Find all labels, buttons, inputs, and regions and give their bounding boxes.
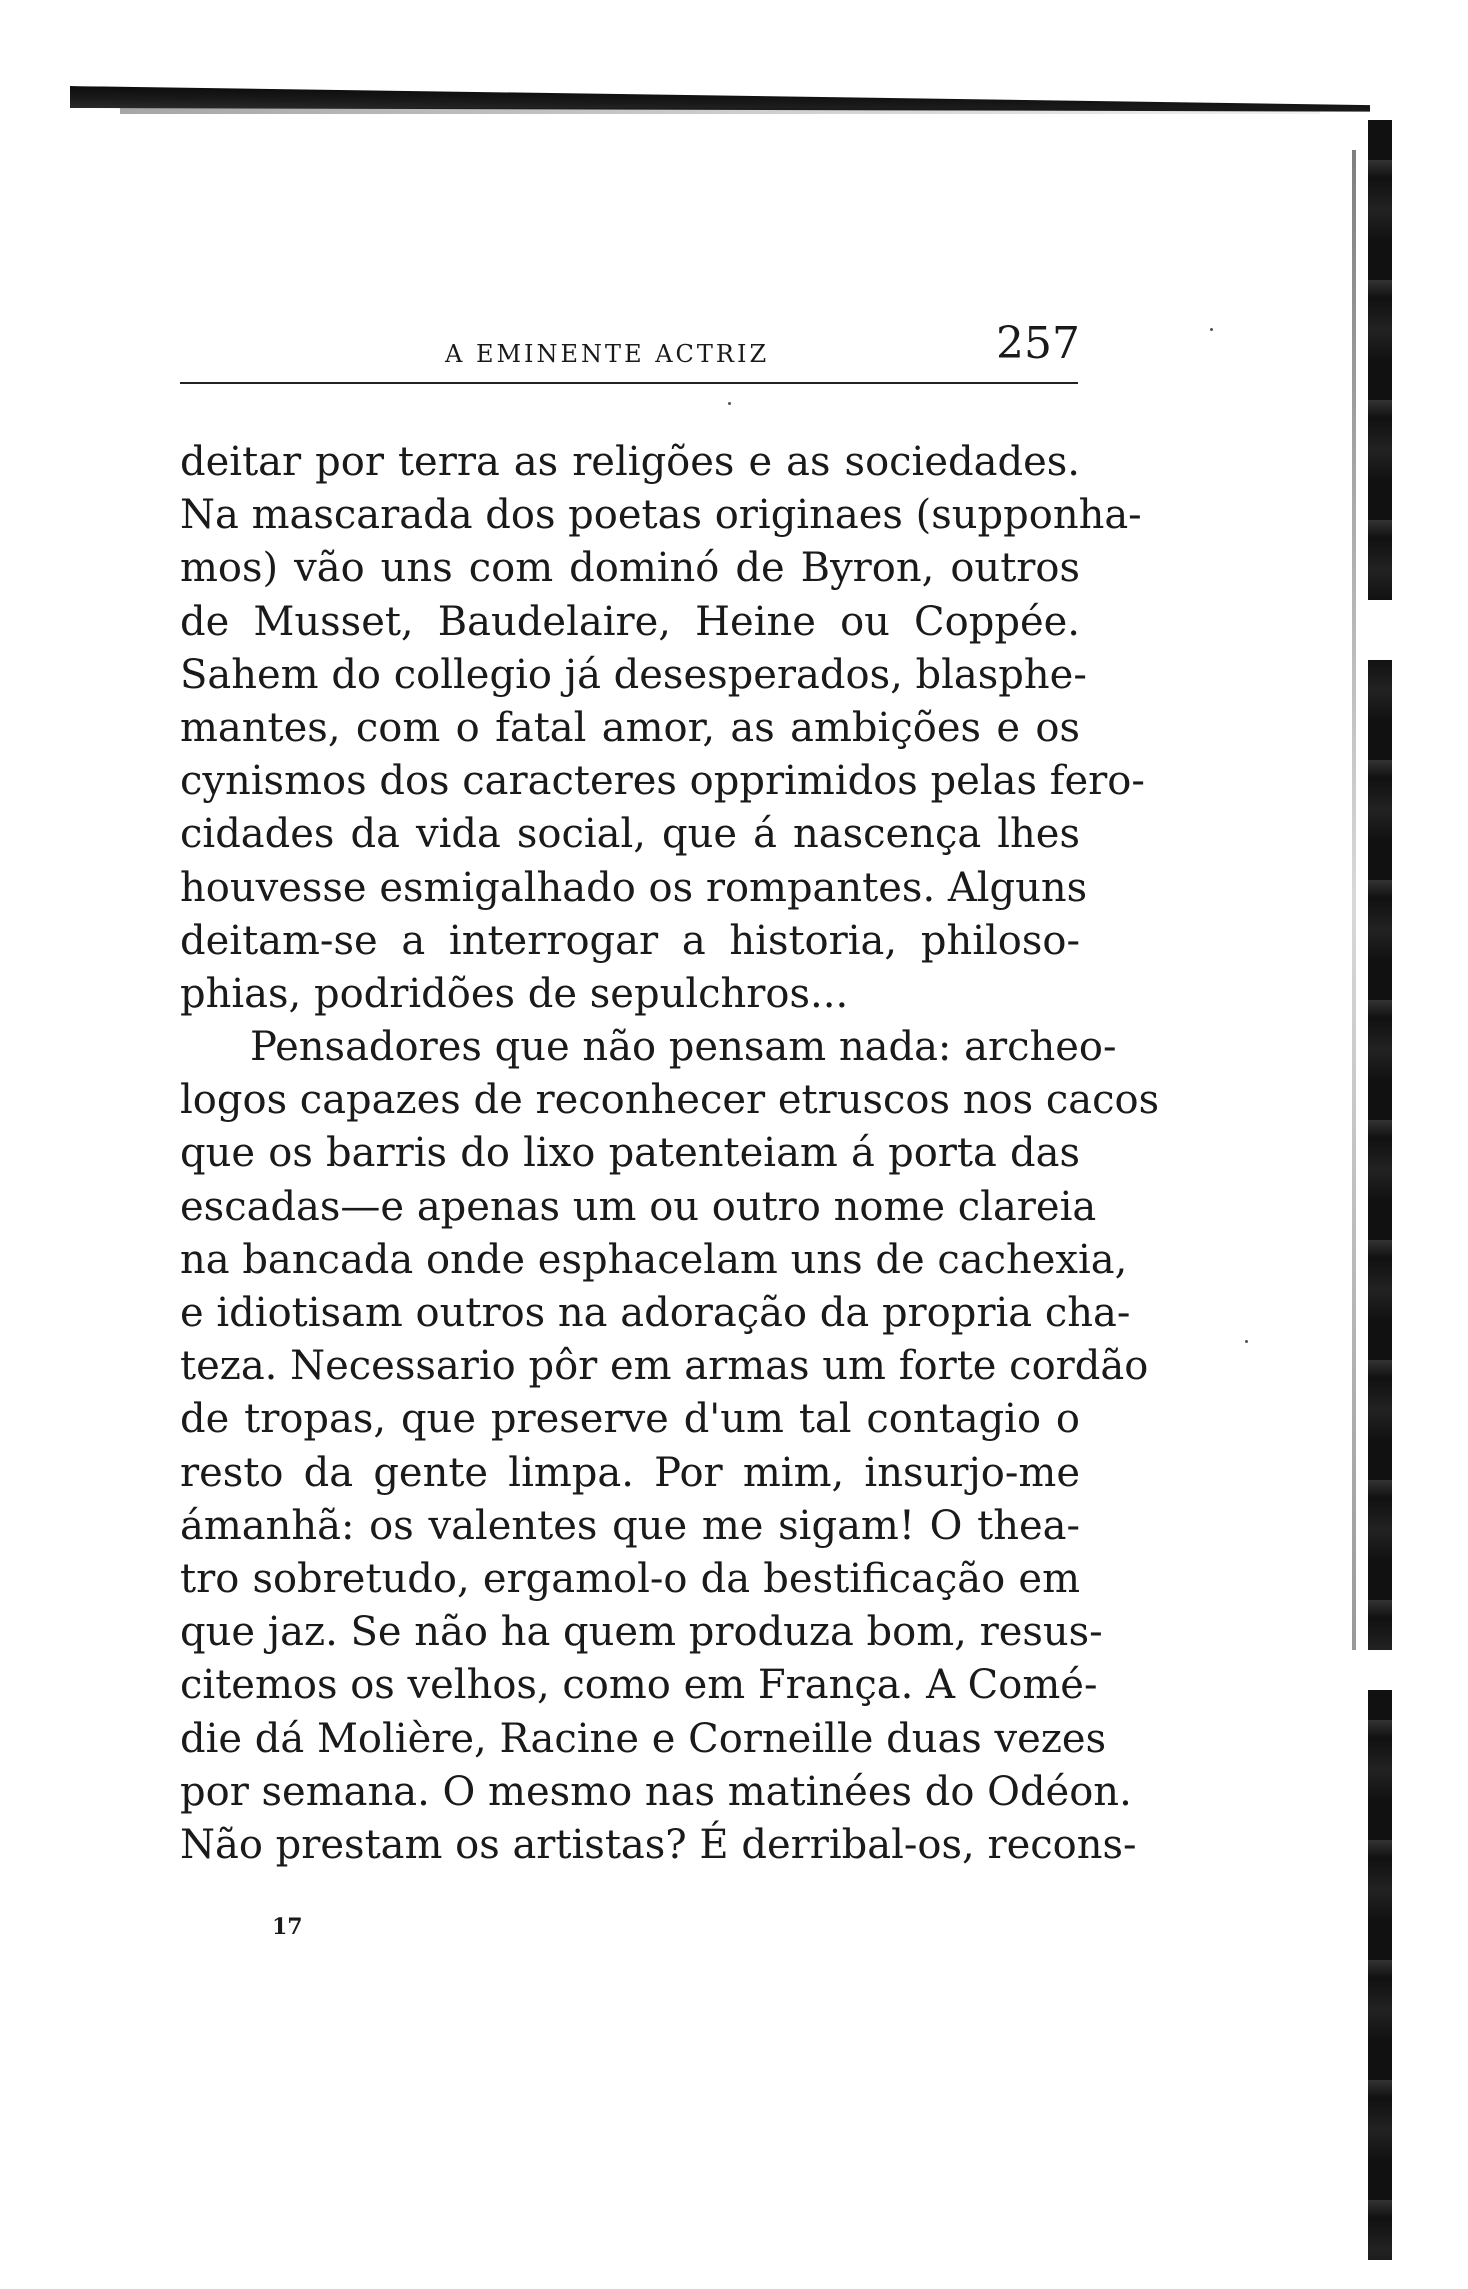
text-line: phias, podridões de sepulchros...: [180, 970, 849, 1017]
scan-speck: [1210, 328, 1213, 331]
text-line: que os barris do lixo patenteiam á porta das: [180, 1130, 1080, 1177]
text-line: e idiotisam outros na adoração da propria cha-: [180, 1290, 1131, 1336]
text-line: deitam-se a interrogar a historia, philoso-: [180, 917, 1080, 964]
scan-speck: [728, 402, 731, 405]
text-line: de Musset, Baudelaire, Heine ou Coppée.: [180, 598, 1080, 645]
text-line: tro sobretudo, ergamol-o da bestificação em: [180, 1555, 1080, 1602]
page-scan-top-shadow-fade: [120, 108, 1320, 114]
text-line: logos capazes de reconhecer etruscos nos cacos: [180, 1077, 1160, 1124]
text-line: ámanhã: os valentes que me sigam! O thea-: [180, 1502, 1080, 1549]
text-line: citemos os velhos, como em França. A Comé-: [180, 1662, 1098, 1709]
text-line: teza. Necessario pôr em armas um forte cordão: [180, 1343, 1149, 1390]
running-title: A EMINENTE ACTRIZ: [445, 340, 770, 368]
text-line: cynismos dos caracteres opprimidos pelas fero-: [180, 758, 1145, 805]
text-line: Não prestam os artistas? É derribal-os, recons-: [180, 1821, 1137, 1868]
text-line: Pensadores que não pensam nada: archeo-: [250, 1024, 1117, 1071]
text-line: na bancada onde esphacelam uns de cachexia,: [180, 1236, 1128, 1283]
text-line: escadas—e apenas um ou outro nome clareia: [180, 1183, 1097, 1230]
text-line: resto da gente limpa. Por mim, insurjo-me: [180, 1449, 1080, 1496]
text-line: Na mascarada dos poetas originaes (supponha-: [180, 492, 1142, 539]
text-line: mos) vão uns com dominó de Byron, outros: [180, 545, 1080, 592]
text-line: deitar por terra as religões e as sociedades.: [180, 439, 1080, 485]
text-line: houvesse esmigalhado os rompantes. Alguns: [180, 864, 1088, 911]
text-line: por semana. O mesmo nas matinées do Odéon.: [180, 1768, 1132, 1815]
text-line: cidades da vida social, que á nascença lhes: [180, 811, 1080, 858]
text-line: Sahem do collegio já desesperados, blasphe-: [180, 651, 1087, 698]
page-scan-top-shadow: [70, 86, 1370, 120]
text-line: de tropas, que preserve d'um tal contagio o: [180, 1396, 1080, 1443]
page-scan-right-shadow: [1352, 150, 1356, 1650]
scan-speck: [1245, 1340, 1248, 1343]
binding-edge-gap: [1368, 600, 1392, 660]
text-line: mantes, com o fatal amor, as ambições e os: [180, 704, 1080, 751]
header-rule: [180, 382, 1078, 384]
page-scan-binding-edge: [1368, 120, 1392, 2260]
page-header: [180, 318, 1080, 374]
page-number: 257: [996, 318, 1080, 369]
footer-signature-mark: 17: [272, 1914, 303, 1940]
body-text: [180, 436, 1160, 1872]
binding-edge-gap: [1368, 1650, 1392, 1690]
text-line: que jaz. Se não ha quem produza bom, resus-: [180, 1609, 1103, 1656]
text-line: die dá Molière, Racine e Corneille duas vezes: [180, 1715, 1107, 1762]
